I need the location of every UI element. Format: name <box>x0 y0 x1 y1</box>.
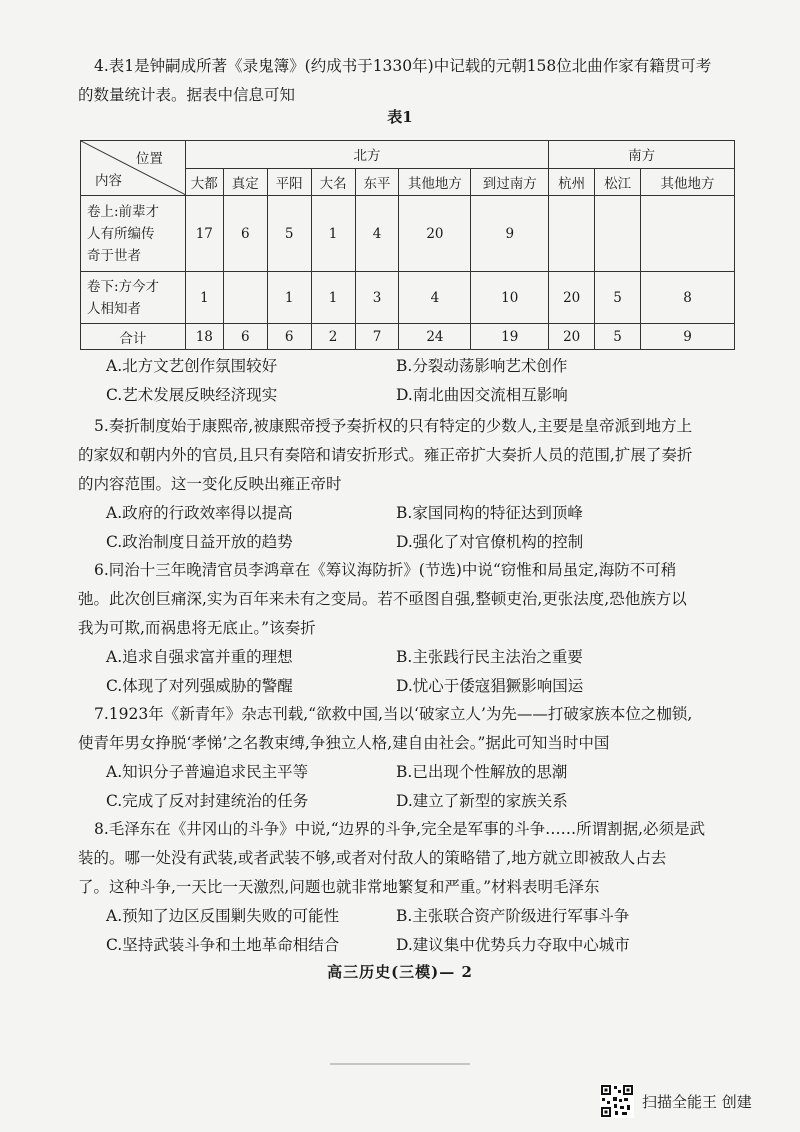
col-header: 杭州 <box>549 168 595 196</box>
q6-stem-line-2: 弛。此次创巨痛深,实为百年来未有之变局。若不亟图自强,整顿吏治,更张法度,恐他族方以 <box>78 590 687 608</box>
table-cell: 19 <box>471 324 549 350</box>
table-cell: 4 <box>399 272 471 324</box>
col-header: 松江 <box>595 168 641 196</box>
table-cell: 9 <box>471 196 549 272</box>
col-header: 东平 <box>355 168 399 196</box>
q5-option-b: B.家国同构的特征达到顶峰 <box>396 504 583 522</box>
table-diagonal-header <box>81 141 186 196</box>
question-8 <box>78 815 738 960</box>
row-label: 合计 <box>81 324 186 350</box>
col-header: 大名 <box>311 168 355 196</box>
table-cell: 8 <box>641 272 735 324</box>
col-header: 大都 <box>185 168 223 196</box>
table-cell: 7 <box>355 324 399 350</box>
row-label <box>81 196 186 272</box>
table-cell <box>549 196 595 272</box>
q4-stem-line-1: 4.表1是钟嗣成所著《录鬼簿》(约成书于1330年)中记载的元朝158位北曲作家有籍贯可考 <box>94 57 712 75</box>
q8-option-d: D.建议集中优势兵力夺取中心城市 <box>396 936 630 954</box>
table-cell: 10 <box>471 272 549 324</box>
q8-stem-line-2: 装的。哪一处没有武装,或者武装不够,或者对付敌人的策略错了,地方就立即被敌人占去 <box>78 849 667 867</box>
q5-option-d: D.强化了对官僚机构的控制 <box>396 533 584 551</box>
table-cell: 2 <box>311 324 355 350</box>
row-label <box>81 272 186 324</box>
table-row-total <box>81 324 735 350</box>
table-cell <box>595 196 641 272</box>
table-cell: 1 <box>311 272 355 324</box>
row-label-line: 奇于世者 <box>87 247 141 264</box>
q4-option-a: A.北方文艺创作氛围较好 <box>106 357 278 375</box>
qr-code-icon <box>600 1084 634 1118</box>
q8-stem-line-1: 8.毛泽东在《井冈山的斗争》中说,“边界的斗争,完全是军事的斗争……所谓割据,必须是武 <box>94 820 705 838</box>
header-north: 北方 <box>185 141 548 169</box>
q7-option-c: C.完成了反对封建统治的任务 <box>106 792 309 810</box>
q6-option-b: B.主张践行民主法治之重要 <box>396 648 583 666</box>
q7-stem-line-2: 使青年男女挣脱‘孝悌’之名教束缚,争独立人格,建自由社会。”据此可知当时中国 <box>78 734 610 752</box>
watermark-text: 扫描全能王 创建 <box>642 1092 752 1111</box>
q4-option-d: D.南北曲因交流相互影响 <box>396 386 568 404</box>
table-cell: 24 <box>399 324 471 350</box>
row-label-line: 卷上:前辈才 <box>87 203 160 220</box>
q6-option-a: A.追求自强求富并重的理想 <box>106 648 293 666</box>
q6-stem-line-1: 6.同治十三年晚清官员李鸿章在《筹议海防折》(节选)中说“窃惟和局虽定,海防不可稍 <box>94 561 677 579</box>
col-header: 其他地方 <box>399 168 471 196</box>
table-cell: 5 <box>267 196 311 272</box>
table-cell: 3 <box>355 272 399 324</box>
row-label-line: 人有所编传 <box>87 225 155 242</box>
table-cell: 20 <box>549 324 595 350</box>
q5-stem-line-3: 的内容范围。这一变化反映出雍正帝时 <box>78 475 342 493</box>
row-label-line: 人相知者 <box>87 300 141 317</box>
table-cell: 1 <box>311 196 355 272</box>
question-5 <box>78 412 738 557</box>
header-content: 内容 <box>95 173 122 189</box>
q5-option-c: C.政治制度日益开放的趋势 <box>106 533 293 551</box>
question-6 <box>78 556 738 701</box>
table-cell: 6 <box>267 324 311 350</box>
data-table <box>80 140 735 350</box>
scan-smudge <box>330 1063 470 1065</box>
q8-option-c: C.坚持武装斗争和土地革命相结合 <box>106 936 340 954</box>
table-cell: 20 <box>549 272 595 324</box>
q8-option-a: A.预知了边区反围剿失败的可能性 <box>106 907 340 925</box>
q7-option-d: D.建立了新型的家族关系 <box>396 792 568 810</box>
q6-option-d: D.忧心于倭寇猖獗影响国运 <box>396 677 584 695</box>
table-cell: 5 <box>595 272 641 324</box>
q4-option-b: B.分裂动荡影响艺术创作 <box>396 357 568 375</box>
q4-options <box>78 352 738 410</box>
col-header: 其他地方 <box>641 168 735 196</box>
q4-stem-line-2: 的数量统计表。据表中信息可知 <box>78 86 296 104</box>
table-cell: 1 <box>267 272 311 324</box>
table-cell: 17 <box>185 196 223 272</box>
table-cell: 6 <box>223 196 267 272</box>
table-cell: 9 <box>641 324 735 350</box>
q5-stem-line-2: 的家奴和朝内外的官员,且只有奏陪和请安折形式。雍正帝扩大奏折人员的范围,扩展了奏折 <box>78 446 693 464</box>
q4-option-c: C.艺术发展反映经济现实 <box>106 386 278 404</box>
row-label-line: 卷下:方今才 <box>87 278 160 295</box>
page-footer: 高三历史(三模)— 2 <box>327 963 473 981</box>
table-caption: 表1 <box>387 108 413 126</box>
table-cell: 1 <box>185 272 223 324</box>
q7-option-b: B.已出现个性解放的思潮 <box>396 763 568 781</box>
col-header: 平阳 <box>267 168 311 196</box>
table-cell: 18 <box>185 324 223 350</box>
table-cell: 4 <box>355 196 399 272</box>
question-7 <box>78 700 738 816</box>
header-south: 南方 <box>549 141 735 169</box>
table-cell <box>223 272 267 324</box>
scanner-watermark <box>600 1084 752 1118</box>
q8-option-b: B.主张联合资产阶级进行军事斗争 <box>396 907 630 925</box>
col-header: 到过南方 <box>471 168 549 196</box>
col-header: 真定 <box>223 168 267 196</box>
header-position: 位置 <box>135 151 163 167</box>
q5-option-a: A.政府的行政效率得以提高 <box>106 504 293 522</box>
table-cell <box>641 196 735 272</box>
table-cell: 5 <box>595 324 641 350</box>
q5-stem-line-1: 5.奏折制度始于康熙帝,被康熙帝授予奏折权的只有特定的少数人,主要是皇帝派到地方上 <box>94 417 693 435</box>
q6-stem-line-3: 我为可欺,而祸患将无底止。”该奏折 <box>78 619 316 637</box>
table-cell: 20 <box>399 196 471 272</box>
q8-stem-line-3: 了。这种斗争,一天比一天激烈,问题也就非常地繁复和严重。”材料表明毛泽东 <box>78 878 600 896</box>
table-cell: 6 <box>223 324 267 350</box>
q7-option-a: A.知识分子普遍追求民主平等 <box>106 763 309 781</box>
q6-option-c: C.体现了对列强威胁的警醒 <box>106 677 293 695</box>
question-4 <box>78 52 738 110</box>
table-row <box>81 196 735 272</box>
q7-stem-line-1: 7.1923年《新青年》杂志刊载,“欲救中国,当以‘破家立人’为先——打破家族本位之枷锁, <box>94 705 693 723</box>
table-row <box>81 272 735 324</box>
